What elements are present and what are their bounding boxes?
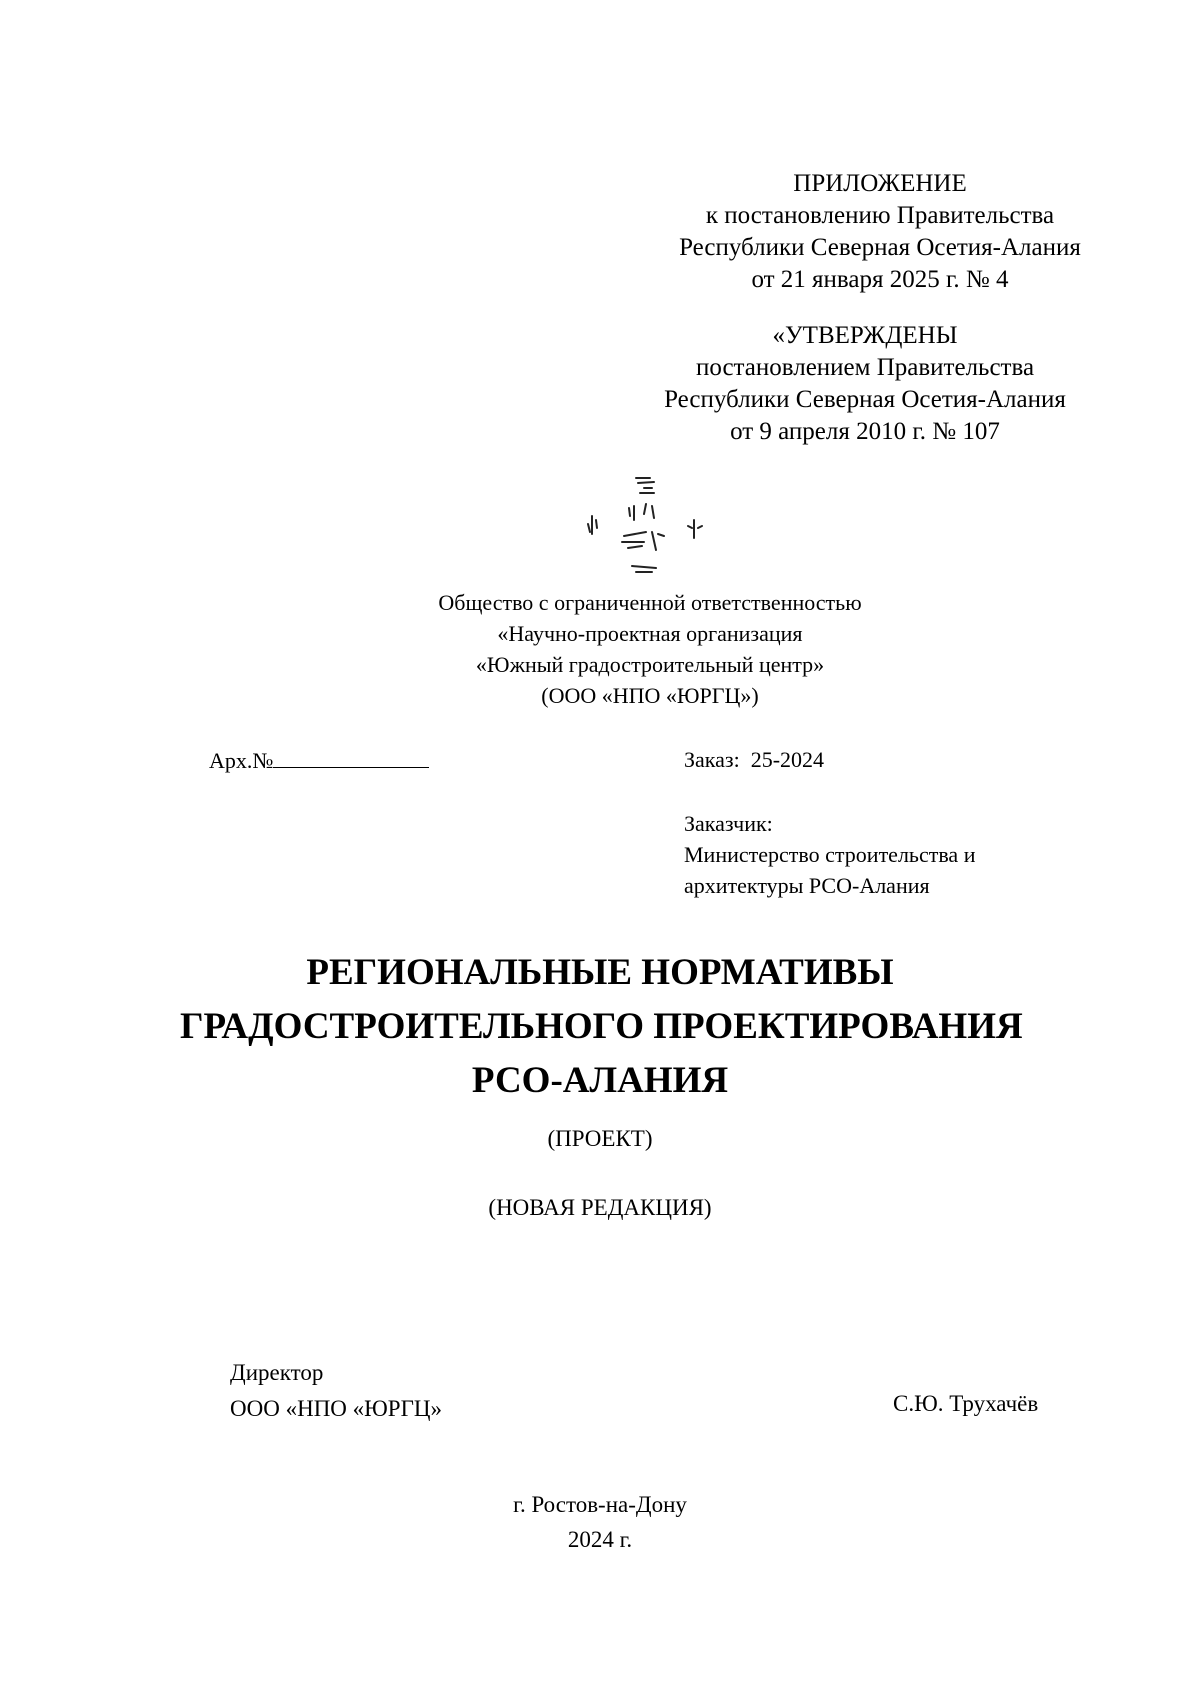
appendix-header <box>640 168 1120 296</box>
customer-label: Заказчик: <box>684 811 773 836</box>
director-block <box>230 1355 442 1427</box>
archive-number-field <box>273 747 429 768</box>
title-line-3: РСО-АЛАНИЯ <box>471 1060 729 1101</box>
appendix-title: ПРИЛОЖЕНИЕ <box>793 170 967 197</box>
org-abbreviation: (ООО «НПО «ЮРГЦ») <box>541 683 759 708</box>
edition-status: (НОВАЯ РЕДАКЦИЯ) <box>488 1195 712 1220</box>
approved-title: «УТВЕРЖДЕНЫ <box>772 322 958 349</box>
approved-date: от 9 апреля 2010 г. № 107 <box>730 418 1000 445</box>
archive-label: Арх.№ <box>209 748 274 773</box>
approval-stamp <box>625 320 1105 448</box>
org-line-3: «Южный градостроительный центр» <box>475 652 825 677</box>
director-company: ООО «НПО «ЮРГЦ» <box>230 1396 442 1421</box>
order-label: Заказ: <box>684 747 740 772</box>
director-name: С.Ю. Трухачёв <box>893 1391 1039 1416</box>
appendix-line-2: к постановлению Правительства <box>705 202 1055 229</box>
footer-year: 2024 г. <box>567 1527 633 1552</box>
appendix-date: от 21 января 2025 г. № 4 <box>751 266 1009 293</box>
customer-line-1: Министерство строительства и <box>684 842 976 867</box>
director-position: Директор <box>230 1360 324 1385</box>
archive-number <box>209 747 429 774</box>
order-number: 25-2024 <box>750 747 825 772</box>
org-line-1: Общество с ограниченной ответственностью <box>438 590 862 615</box>
organization-name <box>345 587 955 711</box>
footer-city: г. Ростов-на-Дону <box>513 1492 687 1517</box>
approved-line-3: Республики Северная Осетия-Алания <box>664 386 1066 413</box>
order-info <box>684 747 824 773</box>
appendix-line-3: Республики Северная Осетия-Алания <box>679 234 1081 261</box>
customer-info <box>684 808 975 901</box>
document-title <box>180 946 1023 1108</box>
project-status: (ПРОЕКТ) <box>547 1126 653 1151</box>
footer <box>450 1487 750 1557</box>
title-line-2: ГРАДОСТРОИТЕЛЬНОГО ПРОЕКТИРОВАНИЯ <box>180 1006 1023 1047</box>
organization-logo-icon <box>584 476 714 580</box>
org-line-2: «Научно-проектная организация <box>497 621 803 646</box>
customer-line-2: архитектуры РСО-Алания <box>684 873 930 898</box>
approved-line-2: постановлением Правительства <box>695 354 1035 381</box>
title-line-1: РЕГИОНАЛЬНЫЕ НОРМАТИВЫ <box>306 952 894 993</box>
